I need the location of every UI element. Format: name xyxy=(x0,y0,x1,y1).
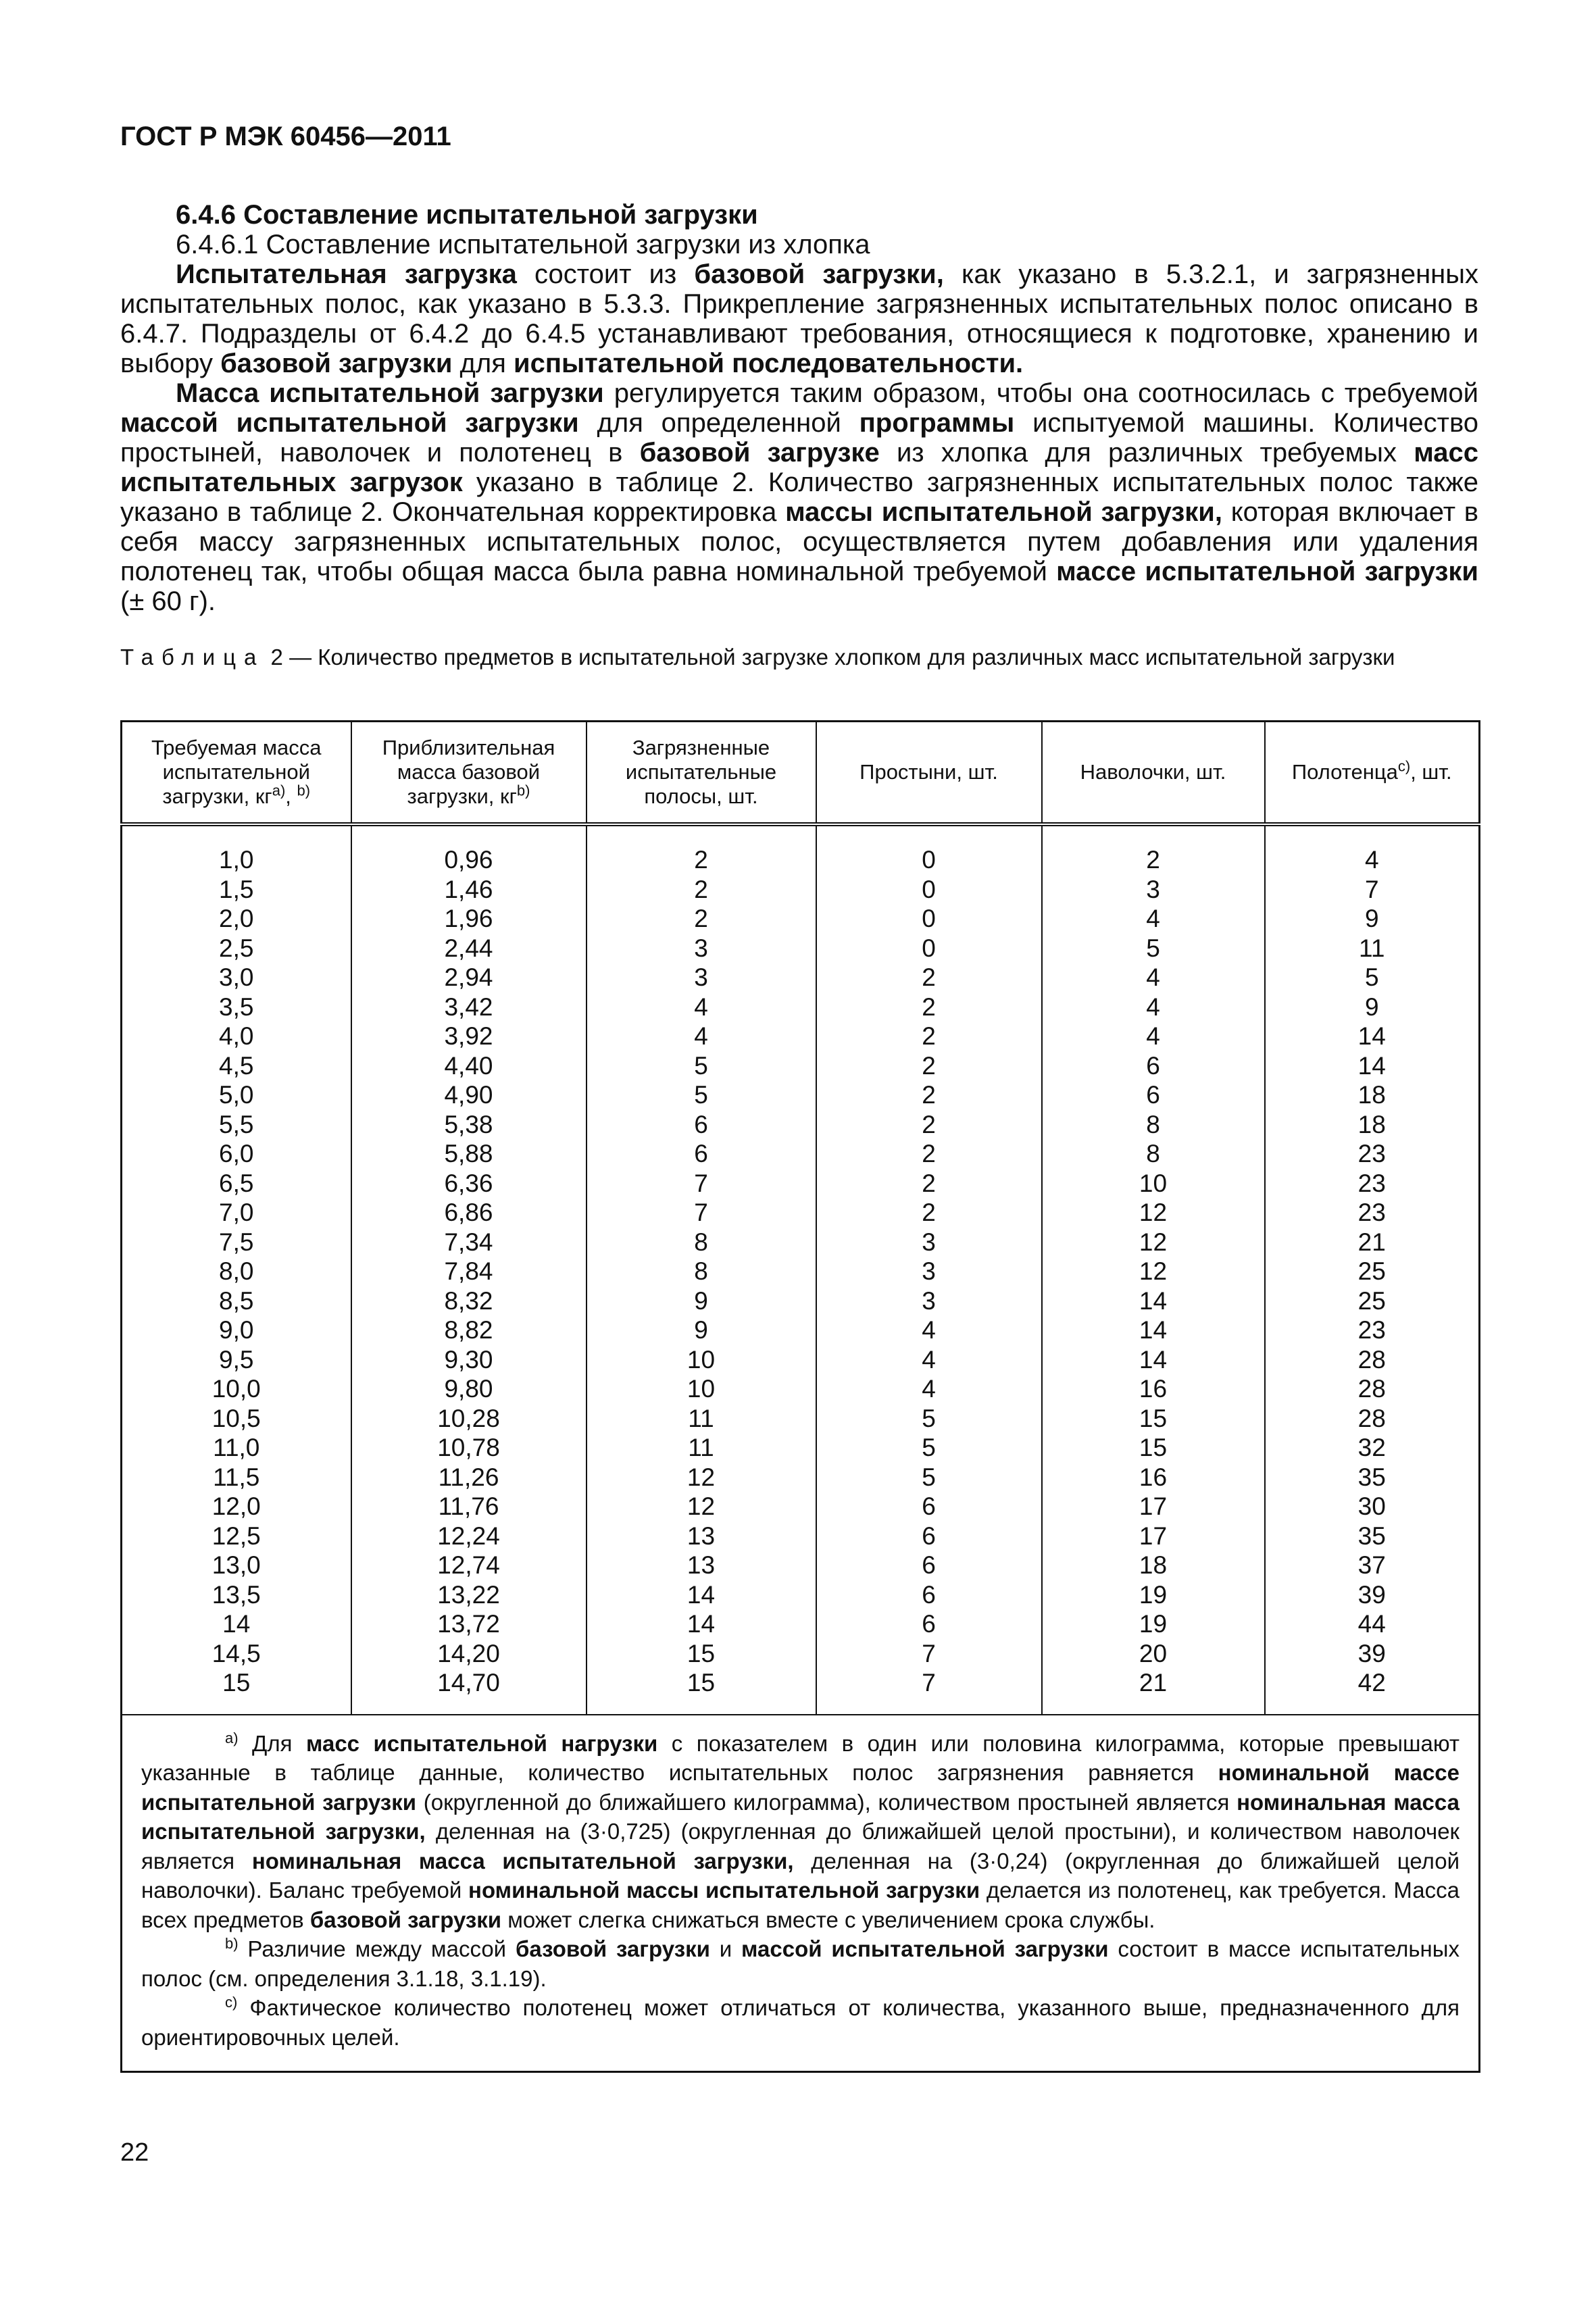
table-cell: 6 xyxy=(922,1610,936,1638)
table-cell: 28 xyxy=(1357,1375,1386,1403)
column-pillowcases xyxy=(1042,824,1265,1715)
footnote-marker: a) xyxy=(225,1729,239,1746)
footnote-c xyxy=(141,1993,1460,2052)
table-cell: 14 xyxy=(1357,1051,1386,1080)
text-run: деленная на (3·0,24) (округленная до ближайшей целой наволочки). Баланс требуемой xyxy=(141,1848,1460,1903)
table-cell: 2,0 xyxy=(219,905,254,932)
table-cell: 5,88 xyxy=(444,1140,493,1167)
text-run: Загрязненные испытательные полосы, шт. xyxy=(625,736,777,808)
table-cell: 12 xyxy=(687,1492,716,1520)
document-header: ГОСТ Р МЭК 60456—2011 xyxy=(120,122,451,151)
table-cell: 7 xyxy=(694,1169,708,1197)
section-title: 6.4.6 Составление испытательной загрузки xyxy=(176,200,758,230)
table-cell: 23 xyxy=(1357,1169,1386,1197)
text-run: Простыни, шт. xyxy=(859,760,998,784)
table-cell: 6 xyxy=(922,1551,936,1579)
table-cell: 2 xyxy=(922,992,936,1021)
table-cell: 13,0 xyxy=(211,1551,261,1579)
text-run: как указано в 5.3.2.1, и загрязненных испытательных полос, как указано в 5.3.3. Прикрепление загрязненных испытательных полос описано в 6.4.7. Подразделы от 6.4.2 до 6.4.5 устанавливают требования, относящиеся к подготовке, хранению и выбору xyxy=(120,259,1479,378)
text-run: , xyxy=(285,784,297,808)
bold-term: базовой загрузки, xyxy=(694,259,944,289)
table-cell: 5 xyxy=(694,1081,708,1109)
table-cell: 20 xyxy=(1139,1639,1168,1667)
table-cell: 9,80 xyxy=(444,1375,493,1403)
table-cell: 12 xyxy=(1139,1199,1168,1226)
table-cell: 2 xyxy=(694,875,708,903)
text-run: Полотенца xyxy=(1291,760,1398,784)
table-cell: 3,92 xyxy=(444,1022,493,1050)
table-cell: 25 xyxy=(1357,1257,1386,1285)
table-cell: 5 xyxy=(922,1463,936,1491)
table-header-row xyxy=(122,722,1480,825)
column-base-mass xyxy=(351,824,587,1715)
table-cell: 5 xyxy=(922,1434,936,1461)
header-pillowcases xyxy=(1042,722,1265,825)
section-subtitle: 6.4.6.1 Составление испытательной загрузки из хлопка xyxy=(176,230,870,259)
table-cell: 4 xyxy=(1146,1022,1160,1050)
table-cell: 17 xyxy=(1139,1521,1168,1550)
footnote-marker: a) xyxy=(272,782,286,799)
table-cell: 7 xyxy=(694,1199,708,1226)
table-cell: 10,5 xyxy=(211,1404,261,1432)
column-towels xyxy=(1265,824,1480,1715)
table-cell: 2 xyxy=(694,846,708,874)
table-cell: 5,5 xyxy=(219,1110,254,1138)
table-cell: 1,96 xyxy=(444,905,493,932)
table-cell: 7 xyxy=(922,1669,936,1696)
table-cell: 13,72 xyxy=(437,1610,500,1638)
table-cell: 2,44 xyxy=(444,934,493,962)
table-cell: 4 xyxy=(694,992,708,1021)
table-cell: 14 xyxy=(1139,1345,1168,1374)
bold-term: Масса испытательной загрузки xyxy=(176,378,604,408)
table-cell: 12 xyxy=(1139,1257,1168,1285)
table-cell: 9 xyxy=(694,1286,708,1315)
table-cell: 8,0 xyxy=(219,1257,254,1285)
table-cell: 4 xyxy=(1146,963,1160,991)
table-cell: 11 xyxy=(688,1434,714,1461)
header-required-mass xyxy=(122,722,351,825)
table-cell: 4,5 xyxy=(219,1051,254,1080)
table-cell: 9 xyxy=(1364,992,1379,1021)
paragraph-1 xyxy=(120,259,1478,378)
table-cell: 9 xyxy=(1364,905,1379,932)
table-cell: 4,0 xyxy=(219,1022,254,1050)
table-cell: 14 xyxy=(1139,1316,1168,1344)
table-cell: 35 xyxy=(1357,1521,1386,1550)
table-cell: 23 xyxy=(1357,1199,1386,1226)
text-run: Приблизительная масса базовой загрузки, кг xyxy=(382,736,555,808)
table-cell: 0 xyxy=(922,846,936,874)
table-cell: 9,5 xyxy=(219,1345,254,1374)
table-cell: 23 xyxy=(1357,1140,1386,1167)
table-cell: 8 xyxy=(1146,1140,1160,1167)
bold-term: массы испытательной загрузки, xyxy=(785,497,1223,527)
table-cell: 16 xyxy=(1139,1463,1168,1491)
table-cell: 2,5 xyxy=(219,934,254,962)
table-cell: 3 xyxy=(694,963,708,991)
table-cell: 4 xyxy=(1146,992,1160,1021)
bold-term: массой испытательной загрузки xyxy=(120,408,579,438)
table-cell: 7,0 xyxy=(219,1199,254,1226)
table-cell: 15 xyxy=(222,1669,251,1696)
text-run: и xyxy=(709,1936,742,1961)
table-cell: 8 xyxy=(694,1228,708,1256)
table-cell: 12 xyxy=(1139,1228,1168,1256)
table-data-row xyxy=(122,824,1480,1715)
table-cell: 9,30 xyxy=(444,1345,493,1374)
bold-term: испытательной последовательности. xyxy=(514,349,1024,378)
table-cell: 15 xyxy=(1139,1404,1168,1432)
table-cell: 28 xyxy=(1357,1345,1386,1374)
footnote-marker: b) xyxy=(297,782,311,799)
table-cell: 15 xyxy=(1139,1434,1168,1461)
text-run: Наволочки, шт. xyxy=(1080,760,1226,784)
paragraph-2 xyxy=(120,378,1478,616)
table-cell: 8 xyxy=(694,1257,708,1285)
text-run: Для xyxy=(238,1730,306,1756)
table-cell: 3 xyxy=(922,1257,936,1285)
table-cell: 4 xyxy=(694,1022,708,1050)
text-run: , шт. xyxy=(1410,760,1452,784)
text-run: для определенной xyxy=(578,408,859,438)
table-cell: 18 xyxy=(1139,1551,1168,1579)
table-cell: 6 xyxy=(922,1580,936,1609)
table-caption xyxy=(120,643,1478,671)
table-cell: 2,94 xyxy=(444,963,493,991)
table-cell: 6,36 xyxy=(444,1169,493,1197)
table-cell: 10 xyxy=(1139,1169,1168,1197)
bold-term: номинальная масса испытательной загрузки, xyxy=(251,1848,794,1873)
text-run: (округленной до ближайшего килограмма), количеством простыней является xyxy=(416,1789,1237,1815)
text-run: (± 60 г). xyxy=(120,586,216,616)
table-cell: 3 xyxy=(1146,875,1160,903)
table-cell: 2 xyxy=(922,1199,936,1226)
table-cell: 6 xyxy=(922,1521,936,1550)
table-cell: 13 xyxy=(687,1521,716,1550)
table-cell: 3 xyxy=(922,1286,936,1315)
table-cell: 5 xyxy=(922,1404,936,1432)
table-cell: 21 xyxy=(1357,1228,1386,1256)
table-cell: 1,0 xyxy=(219,846,254,874)
table-cell: 14,70 xyxy=(437,1669,500,1696)
table-cell: 4 xyxy=(922,1345,936,1374)
table-cell: 4,40 xyxy=(444,1051,493,1080)
footnote-marker: b) xyxy=(516,782,530,799)
page-number: 22 xyxy=(120,2138,149,2167)
header-soiled-strips xyxy=(587,722,816,825)
table-cell: 2 xyxy=(694,905,708,932)
table-cell: 5 xyxy=(1146,934,1160,962)
table-cell: 7 xyxy=(922,1639,936,1667)
text-run: Различие между массой xyxy=(238,1936,516,1961)
table-cell: 11,0 xyxy=(213,1434,260,1461)
bold-term: номинальной массы испытательной загрузки xyxy=(468,1878,980,1903)
table-cell: 9 xyxy=(694,1316,708,1344)
column-required-mass xyxy=(122,824,351,1715)
bold-term: масс испытательной нагрузки xyxy=(306,1730,658,1756)
load-composition-table xyxy=(120,720,1480,2073)
text-run: которая включает в себя массу загрязненных испытательных полос, осуществляется путем добавления или удаления полотенец так, чтобы общая масса была равна номинальной требуемой xyxy=(120,497,1478,586)
table-cell: 2 xyxy=(922,1051,936,1080)
table-cell: 10,78 xyxy=(437,1434,500,1461)
table-cell: 30 xyxy=(1357,1492,1386,1520)
footnote-marker: b) xyxy=(225,1935,239,1952)
text-run: деленная на (3·0,725) (округленная до ближайшей целой простыни), и количеством наволочек является xyxy=(141,1819,1460,1873)
text-run: может слегка снижаться вместе с увеличением срока службы. xyxy=(501,1907,1155,1932)
bold-term: номинальная масса испытательной загрузки, xyxy=(141,1789,1460,1844)
table-cell: 4 xyxy=(922,1316,936,1344)
text-run: состоит из xyxy=(516,259,695,289)
text-run: делается из полотенец, как требуется. Масса всех предметов xyxy=(141,1878,1460,1932)
table-cell: 4,90 xyxy=(444,1081,493,1109)
table-cell: 2 xyxy=(922,963,936,991)
table-cell: 44 xyxy=(1357,1610,1386,1638)
text-run: с показателем в один или половина килограмма, которые превышают указанные в таблице данные, количество испытательных полос загрязнения равняется xyxy=(141,1730,1460,1785)
table-cell: 14 xyxy=(687,1580,716,1609)
table-cell: 35 xyxy=(1357,1463,1386,1491)
table-cell: 19 xyxy=(1139,1580,1168,1609)
text-run: испытуемой машины. Количество простыней, наволочек и полотенец в xyxy=(120,408,1478,468)
column-sheets xyxy=(816,824,1042,1715)
table-cell: 14 xyxy=(222,1610,251,1638)
table-cell: 10 xyxy=(687,1375,716,1403)
table-cell: 32 xyxy=(1357,1434,1386,1461)
table-cell: 7,84 xyxy=(444,1257,493,1285)
table-cell: 1,46 xyxy=(444,875,493,903)
bold-term: масс испытательных загрузок xyxy=(120,438,1479,497)
table-cell: 13,5 xyxy=(211,1580,261,1609)
table-cell: 4 xyxy=(1364,846,1379,874)
table-cell: 5 xyxy=(694,1051,708,1080)
table-cell: 0 xyxy=(922,905,936,932)
bold-term: базовой загрузки xyxy=(309,1907,502,1932)
table-cell: 6 xyxy=(922,1492,936,1520)
text-run: состоит в массе испытательных полос (см. определения 3.1.18, 3.1.19). xyxy=(141,1936,1460,1991)
table-cell: 8,5 xyxy=(219,1286,254,1315)
table-cell: 6 xyxy=(694,1110,708,1138)
table-cell: 21 xyxy=(1139,1669,1168,1696)
table-cell: 7 xyxy=(1364,875,1379,903)
table-cell: 2 xyxy=(922,1110,936,1138)
table-cell: 17 xyxy=(1139,1492,1168,1520)
table-cell: 15 xyxy=(687,1639,716,1667)
table-cell: 14 xyxy=(1357,1022,1386,1050)
bold-term: базовой загрузки xyxy=(220,349,453,378)
table-cell: 2 xyxy=(922,1081,936,1109)
footnote-marker: c) xyxy=(1397,757,1411,775)
table-cell: 2 xyxy=(922,1022,936,1050)
table-cell: 3,0 xyxy=(219,963,254,991)
table-cell: 15 xyxy=(687,1669,716,1696)
table-cell: 10,0 xyxy=(211,1375,261,1403)
table-cell: 0,96 xyxy=(444,846,493,874)
table-cell: 6,86 xyxy=(444,1199,493,1226)
text-run: из хлопка для различных требуемых xyxy=(879,438,1414,468)
table-cell: 5,0 xyxy=(219,1081,254,1109)
table-caption-label: Таблица xyxy=(120,645,265,670)
table-cell: 11,5 xyxy=(213,1463,260,1491)
text-run: регулируется таким образом, чтобы она соотносилась с требуемой xyxy=(603,378,1479,408)
bold-term: Испытательная загрузка xyxy=(176,259,517,289)
table-cell: 25 xyxy=(1357,1286,1386,1315)
table-cell: 11 xyxy=(688,1404,714,1432)
table-cell: 16 xyxy=(1139,1375,1168,1403)
header-base-mass xyxy=(351,722,587,825)
bold-term: номинальной массе испытательной загрузки xyxy=(141,1760,1460,1815)
table-cell: 8,82 xyxy=(444,1316,493,1344)
table-cell: 12,0 xyxy=(211,1492,261,1520)
table-cell: 3 xyxy=(922,1228,936,1256)
table-cell: 6 xyxy=(1146,1051,1160,1080)
table-cell: 6 xyxy=(694,1140,708,1167)
section-6-4-6 xyxy=(120,200,1478,616)
table-cell: 42 xyxy=(1357,1669,1386,1696)
table-cell: 8,32 xyxy=(444,1286,493,1315)
table-cell: 37 xyxy=(1357,1551,1386,1579)
table-cell: 14,20 xyxy=(437,1639,500,1667)
table-cell: 8 xyxy=(1146,1110,1160,1138)
text-run: для xyxy=(452,349,514,378)
footnote-b xyxy=(141,1934,1460,1993)
table-footnotes xyxy=(122,1715,1480,2072)
header-sheets xyxy=(816,722,1042,825)
table-cell: 2 xyxy=(1146,846,1160,874)
footnote-marker: c) xyxy=(225,1994,238,2011)
table-cell: 4 xyxy=(1146,905,1160,932)
table-cell: 0 xyxy=(922,934,936,962)
table-cell: 14,5 xyxy=(211,1639,261,1667)
table-cell: 2 xyxy=(922,1169,936,1197)
table-cell: 9,0 xyxy=(219,1316,254,1344)
bold-term: базовой загрузке xyxy=(639,438,880,468)
table-cell: 12,5 xyxy=(211,1521,261,1550)
bold-term: массой испытательной загрузки xyxy=(741,1936,1109,1961)
table-cell: 11,26 xyxy=(438,1463,499,1491)
table-cell: 6 xyxy=(1146,1081,1160,1109)
table-cell: 5,38 xyxy=(444,1110,493,1138)
table-cell: 12,24 xyxy=(437,1521,500,1550)
table-cell: 6,5 xyxy=(219,1169,254,1197)
text-run: Требуемая масса испытательной загрузки, кг xyxy=(151,736,322,808)
footnote-a xyxy=(141,1729,1460,1935)
bold-term: базовой загрузки xyxy=(515,1936,710,1961)
table-caption-text: 2 — Количество предметов в испытательной загрузке хлопком для различных масс испытательной загрузки xyxy=(264,645,1395,670)
table-cell: 3,42 xyxy=(444,992,493,1021)
text-run: указано в таблице 2. Количество загрязненных испытательных полос также указано в таблице 2. Окончательная корректировка xyxy=(120,468,1479,527)
table-cell: 1,5 xyxy=(219,875,254,903)
table-cell: 28 xyxy=(1357,1404,1386,1432)
table-cell: 11,76 xyxy=(438,1492,499,1520)
table-cell: 39 xyxy=(1357,1580,1386,1609)
table-cell: 4 xyxy=(922,1375,936,1403)
table-cell: 13 xyxy=(687,1551,716,1579)
table-cell: 10,28 xyxy=(437,1404,500,1432)
table-cell: 11 xyxy=(1359,934,1385,962)
bold-term: массе испытательной загрузки xyxy=(1056,557,1478,586)
column-soiled-strips xyxy=(587,824,816,1715)
table-cell: 3,5 xyxy=(219,992,254,1021)
table-cell: 23 xyxy=(1357,1316,1386,1344)
table-cell: 39 xyxy=(1357,1639,1386,1667)
table-cell: 12 xyxy=(687,1463,716,1491)
table-cell: 5 xyxy=(1364,963,1379,991)
table-cell: 14 xyxy=(687,1610,716,1638)
table-cell: 18 xyxy=(1357,1110,1386,1138)
table-cell: 3 xyxy=(694,934,708,962)
bold-term: программы xyxy=(859,408,1015,438)
table-cell: 2 xyxy=(922,1140,936,1167)
table-cell: 7,5 xyxy=(219,1228,254,1256)
header-towels xyxy=(1265,722,1480,825)
table-notes-row xyxy=(122,1715,1480,2072)
table-cell: 0 xyxy=(922,875,936,903)
table-cell: 12,74 xyxy=(437,1551,500,1579)
table-cell: 18 xyxy=(1357,1081,1386,1109)
table-cell: 19 xyxy=(1139,1610,1168,1638)
table-cell: 13,22 xyxy=(437,1580,500,1609)
table-cell: 6,0 xyxy=(219,1140,254,1167)
text-run: Фактическое количество полотенец может отличаться от количества, указанного выше, предназначенного для ориентировочных целей. xyxy=(141,1995,1460,2050)
table-cell: 10 xyxy=(687,1345,716,1374)
table-cell: 14 xyxy=(1139,1286,1168,1315)
table-cell: 7,34 xyxy=(444,1228,493,1256)
